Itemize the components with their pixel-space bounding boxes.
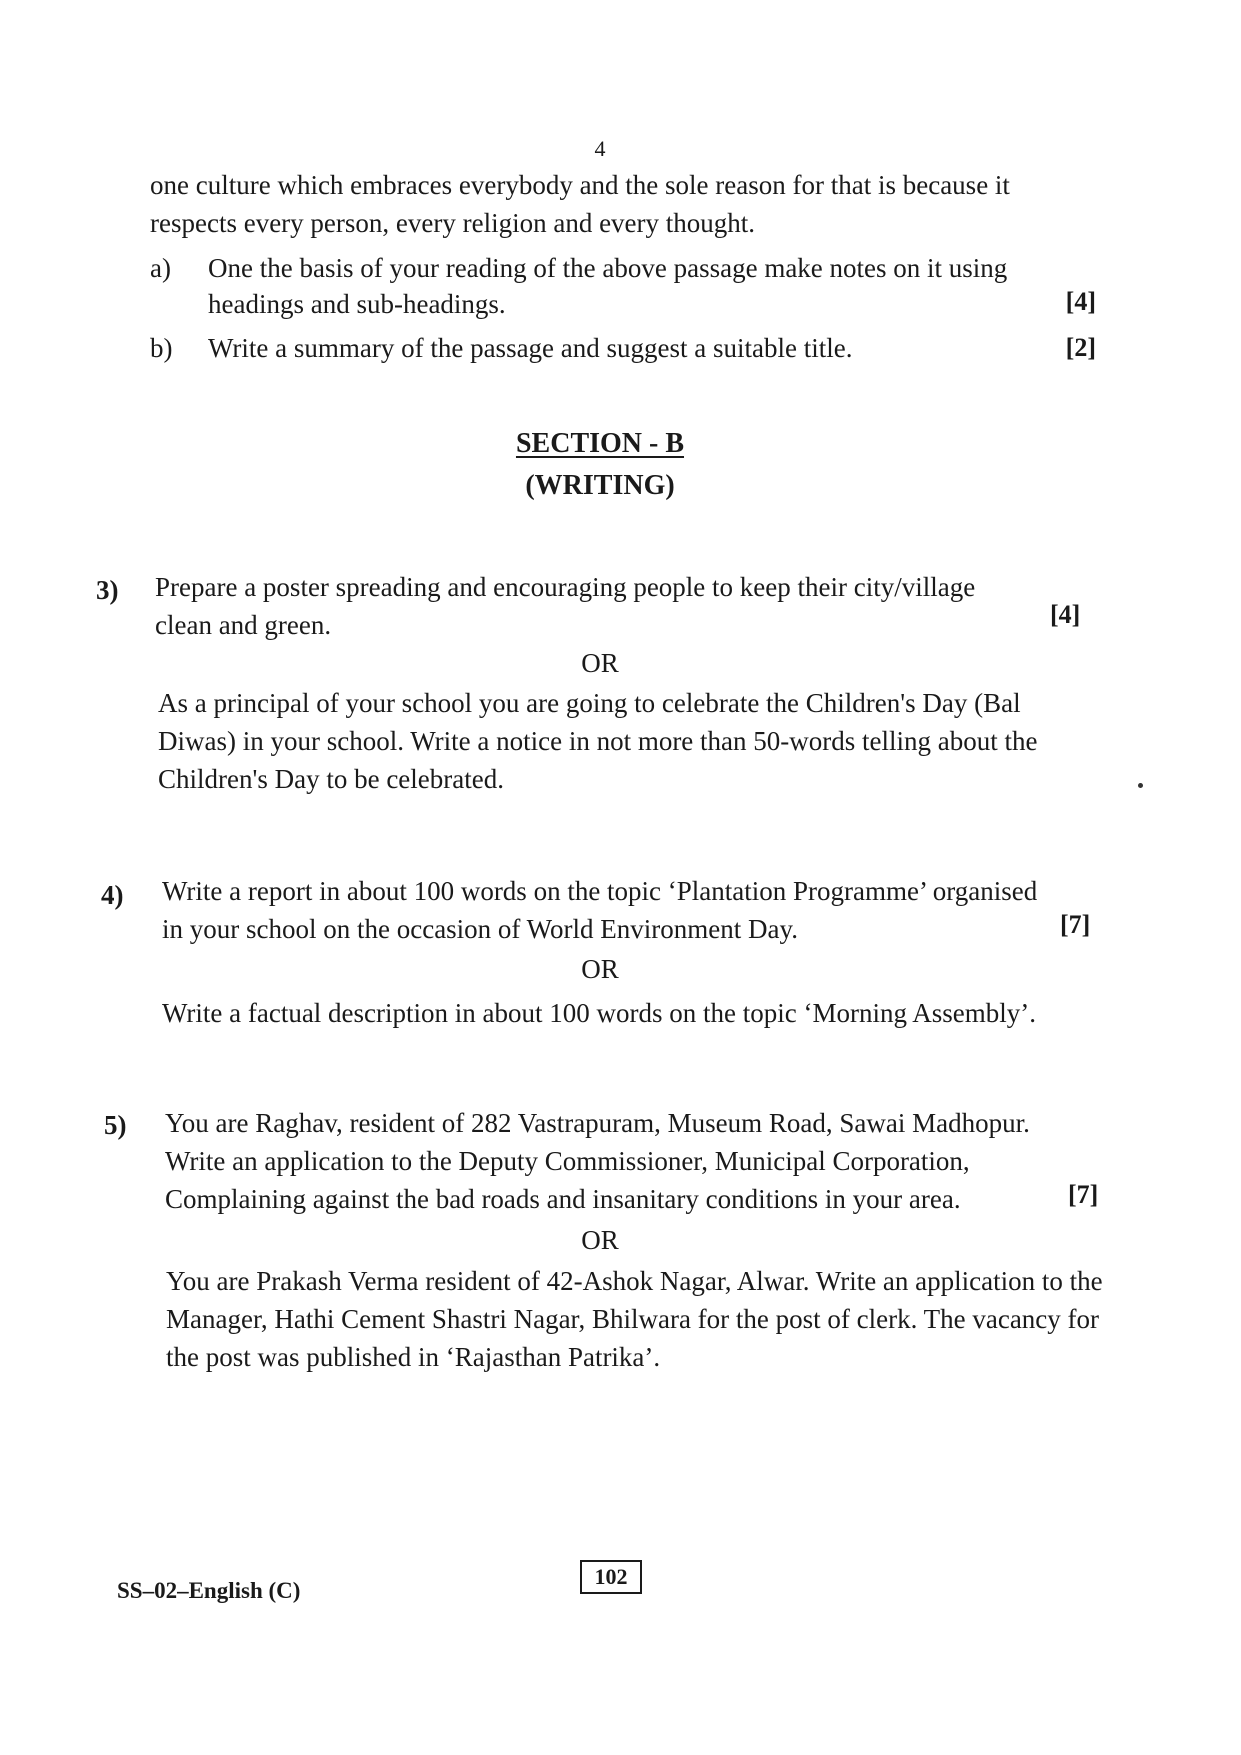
question-alternative: You are Prakash Verma resident of 42-Ashok Nagar, Alwar. Write an application to the Manager, Hathi Cement Shastri Nagar, Bhilwara for the post of clerk. The vacancy for the post was published in ‘Rajasthan Patrika’.	[166, 1266, 1103, 1372]
question-alternative: Write a factual description in about 100 words on the topic ‘Morning Assembly’.	[162, 998, 1036, 1028]
scan-speck	[1138, 783, 1143, 788]
marks-badge: [4]	[1065, 287, 1096, 316]
marks-badge: [7]	[1060, 910, 1091, 939]
question-text: Write a report in about 100 words on the topic ‘Plantation Programme’ organised in your school on the occasion of World Environment Day.	[162, 876, 1038, 944]
paper-code: SS–02–English (C)	[117, 1578, 301, 1603]
passage-ending: one culture which embraces everybody and the sole reason for that is because it respects every person, every religion and every thought.	[150, 170, 1010, 238]
subquestion-label: a)	[150, 253, 171, 283]
or-divider: OR	[581, 648, 619, 678]
marks-badge: [4]	[1050, 600, 1081, 629]
section-subtitle: (WRITING)	[525, 470, 675, 501]
question-number: 3)	[96, 575, 119, 605]
question-alternative: As a principal of your school you are going to celebrate the Children's Day (Bal Diwas) in your school. Write a notice in not more than 50-words telling about the Children's Day to be celebrated.	[158, 688, 1038, 794]
subquestion-a	[150, 250, 1096, 326]
marks-badge: [2]	[1065, 333, 1096, 362]
marks-badge: [7]	[1068, 1180, 1099, 1209]
or-divider: OR	[581, 1225, 619, 1255]
subquestion-text: Write a summary of the passage and suggest a suitable title.	[208, 333, 853, 363]
question-text: You are Raghav, resident of 282 Vastrapuram, Museum Road, Sawai Madhopur. Write an application to the Deputy Commissioner, Municipal Corporation, Complaining against the bad roads and insanitary conditions in your area.	[165, 1108, 1030, 1214]
page-number: 4	[594, 136, 606, 161]
or-divider: OR	[581, 954, 619, 984]
question-number: 4)	[101, 880, 124, 910]
question-text: Prepare a poster spreading and encouraging people to keep their city/village clean and green.	[155, 572, 976, 640]
section-title: SECTION - B	[515, 428, 685, 459]
subquestion-label: b)	[150, 333, 173, 363]
question-number: 5)	[104, 1110, 127, 1140]
page-box: 102	[580, 1560, 642, 1594]
subquestion-text: One the basis of your reading of the above passage make notes on it using headings and sub-headings.	[208, 253, 1008, 319]
subquestion-b	[150, 330, 1096, 370]
